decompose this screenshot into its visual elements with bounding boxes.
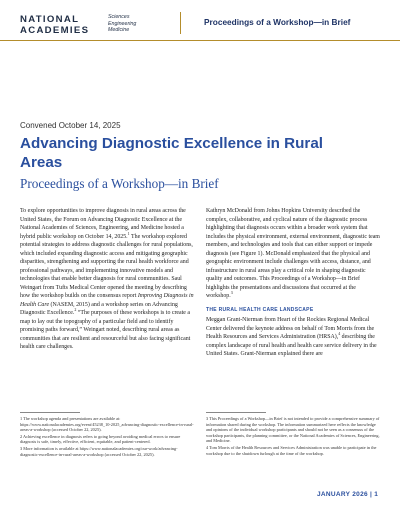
footnote-3: 3 More information is available at https://www.nationalacademies.org/our-work/advancing-diagnostic-excellence-in-rural-areas-a-workshop (accessed October 22, 2025).	[20, 445, 178, 457]
right-paragraph-2	[206, 316, 382, 359]
document-title: Advancing Diagnostic Excellence in Rural Areas	[20, 135, 323, 171]
footnote-1: 1 The workshop agenda and presentations are available at: https://www.nationalacademies.org/event/45238_10-2025_advancing-diagnostic-excellence-in-rural-areas-a-workshop (accessed October 22, 2025).	[20, 416, 194, 433]
footnote-ref: 3	[230, 290, 233, 296]
text-run: To explore opportunities to improve diagnosis in rural areas across the United States, the Forum on Advancing Diagnostic Excellence at the National Academies of Sciences, Engineering, and Medicine hosted a hybrid public workshop on October 14, 2025.	[20, 208, 186, 240]
header-series-title: Proceedings of a Workshop—in Brief	[204, 17, 351, 27]
logo-subtitle	[108, 14, 136, 34]
footnotes-left	[20, 412, 196, 458]
section-heading: THE RURAL HEALTH CARE LANDSCAPE	[206, 306, 314, 313]
header-divider	[180, 12, 181, 34]
text-run: “The purposes of these workshops is to create a map to lay out the topography of a particular field and to identify promising paths forward,” Weingart noted, describing rural areas as communities that are resilient and resourceful but also facing significant health care challenges.	[20, 310, 191, 350]
header-rule	[0, 40, 400, 41]
left-column	[20, 207, 196, 357]
footnotes-right	[206, 412, 382, 457]
footnote-rule	[206, 412, 266, 413]
convened-date: Convened October 14, 2025	[20, 121, 121, 130]
logo-sub-sciences: Sciences	[108, 14, 130, 20]
left-paragraph-1	[20, 207, 196, 352]
document-subtitle: Proceedings of a Workshop—in Brief	[20, 176, 219, 191]
page-header	[0, 0, 400, 40]
text-run: The workshop explored potential strategies to address diagnostic challenges for rural populations, which included expanding diagnostic access and mitigating geographic disparities, strengthening and supporting the rural health workforce and professional pathways, and implementing innovative models and technologies that enable better diagnosis for rural communities. Saul Weingart from Tufts Medical Center opened the meeting by describing how the workshop builds on the consensus report	[20, 233, 193, 299]
text-run: Meggan Grant-Nierman from Heart of the Rockies Regional Medical Center delivered the keynote address on behalf of Tom Morris from the Health Resources and Services Administration (HRSA),	[206, 317, 375, 340]
footnote-3-right: 3 This Proceedings of a Workshop—in Brief is not intended to provide a comprehensive summary of information shared during the workshop. The information summarized here reflects the knowledge and opinions of the individual workshop participants and should not be seen as a consensus of the workshop participants, the planning committee, or the National Academies of Sciences, Engineering, and Medicine.	[206, 416, 380, 444]
footnote-ref: 1	[127, 230, 130, 236]
right-column	[206, 207, 382, 364]
footnote-ref: 2	[74, 307, 77, 313]
footnote-2: 2 Achieving excellence in diagnosis refers to going beyond avoiding medical errors to ensure diagnosis is safe, timely, effective, efficient, equitable, and patient-centered.	[20, 433, 181, 445]
right-paragraph-1	[206, 207, 382, 301]
text-run: Kathryn McDonald from Johns Hopkins University described the complex, collaborative, and cyclical nature of the diagnostic process highlighting that diagnosis occurs within a broader work system that includes the physical environment, external environment, diagnostic team members, and technologies and tools that can either support or impede diagnosis (see Figure 1). McDonald emphasized that the physical and geographic environment include challenges with access, distance, and infrastructure in rural areas play a critical role in shaping diagnostic quality and outcomes. This Proceedings of a Workshop—in Brief highlights the presentations and discussions that occurred at the workshop.	[206, 208, 380, 299]
text-run: describing the complex landscape of rural health and health care service delivery in the United States. Grant-Nierman explained there are	[206, 334, 377, 357]
logo-sub-engineering: Engineering	[108, 20, 137, 27]
logo-sub-medicine: Medicine	[108, 27, 130, 34]
footnote-4: 4 Tom Morris of the Health Resources and Services Administration was unable to participate in the workshop due to the shutdown furlough at the time of the workshop.	[206, 444, 377, 456]
footnote-ref: 4	[338, 331, 341, 337]
text-run: (NASEM, 2015) and a workshop series on Advancing Diagnostic Excellence.	[20, 301, 178, 316]
report-title: Improving Diagnosis in Health Care	[20, 293, 194, 308]
national-academies-logo	[20, 14, 137, 36]
logo-word-academies: ACADEMIES	[20, 25, 90, 36]
footnote-rule	[20, 412, 80, 413]
page-footer: JANUARY 2026 | 1	[317, 491, 379, 498]
logo-word-national: NATIONAL	[20, 14, 80, 25]
